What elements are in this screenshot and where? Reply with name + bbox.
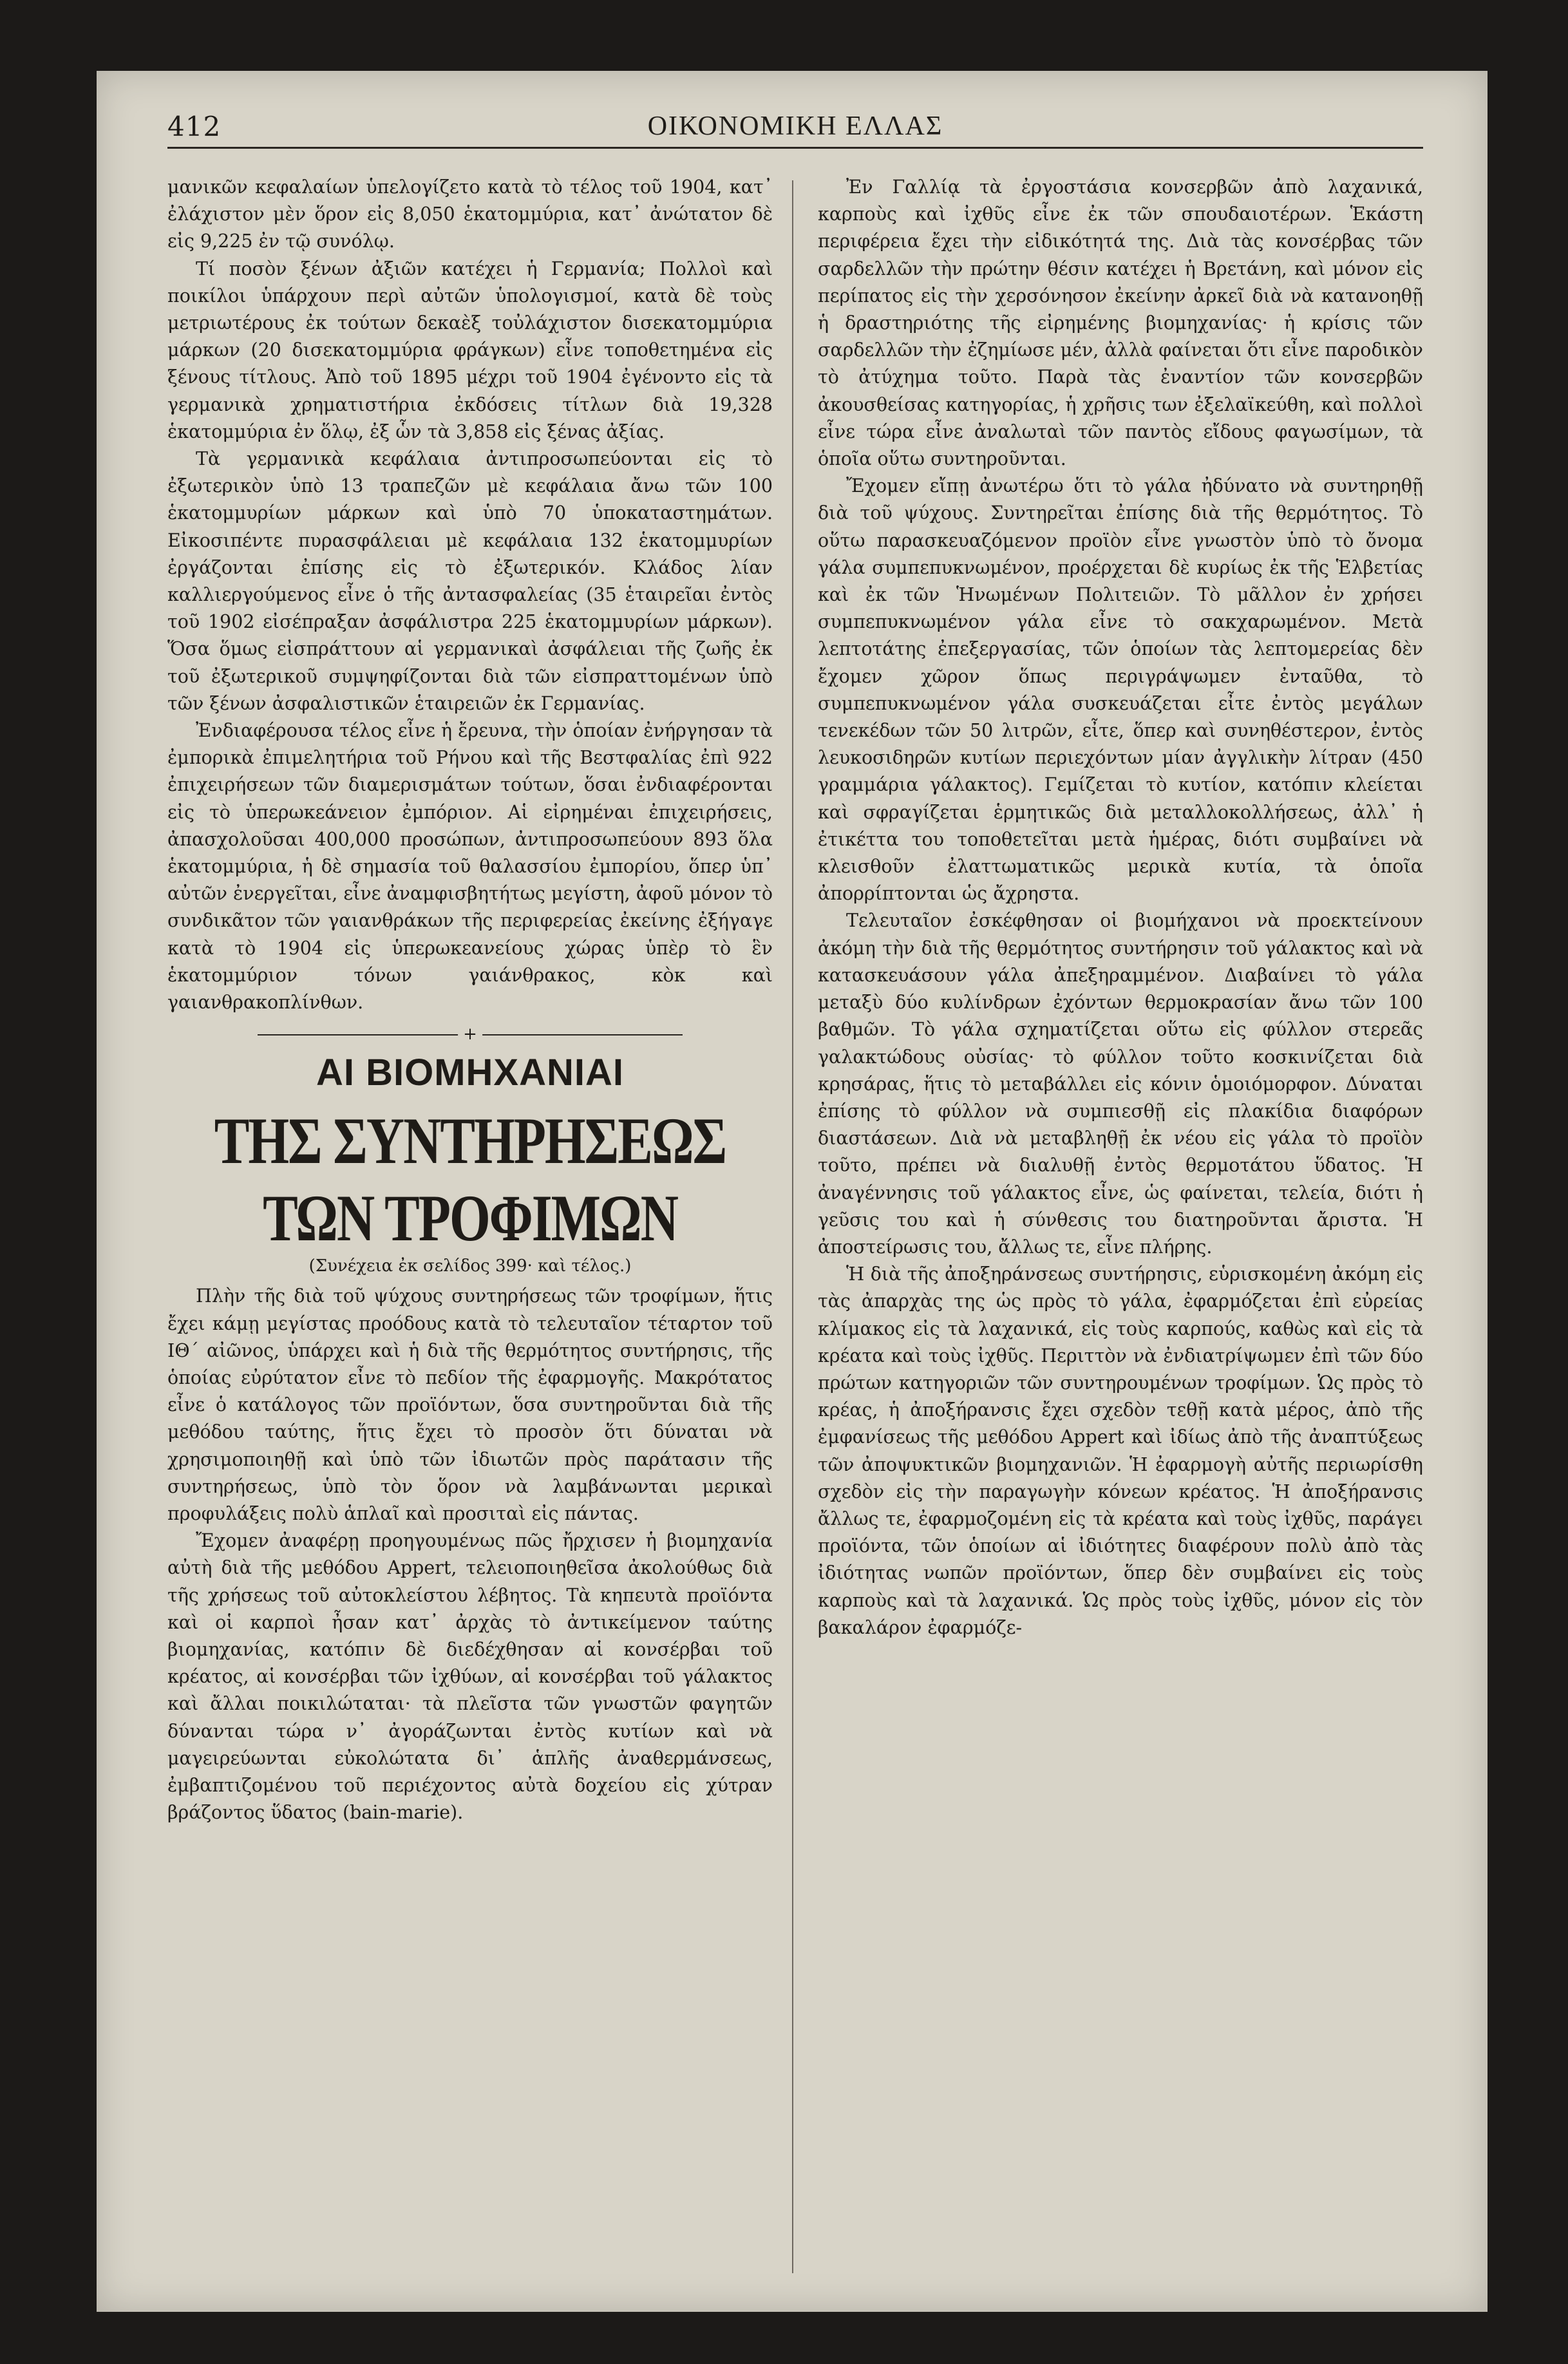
column-divider (792, 180, 793, 2273)
paragraph: Ἔχομεν ἀναφέρῃ προηγουμένως πῶς ἤρχισεν ἡ βιομηχανία αὐτὴ διὰ τῆς μεθόδου Appert, τελειοποιηθεῖσα ἀκολούθως διὰ τῆς χρήσεως τοῦ αὐτοκλείστου λέβητος. Τὰ κηπευτὰ προϊόντα καὶ οἱ καρποὶ ἦσαν κατ᾽ ἀρχὰς τὸ ἀντικείμενον ταύτης βιομηχανίας, κατόπιν δὲ διεδέχθησαν αἱ κονσέρβαι τοῦ κρέατος, αἱ κονσέρβαι τῶν ἰχθύων, αἱ κονσέρβαι τοῦ γάλακτος καὶ ἄλλαι ποικιλώταται· τὰ πλεῖστα τῶν γνωστῶν φαγητῶν δύνανται τώρα ν᾽ ἀγοράζωνται ἐντὸς κυτίων καὶ νὰ μαγειρεύωνται εὐκολώτατα δι᾽ ἁπλῆς ἀναθερμάνσεως, ἐμβαπτιζομένου τοῦ περιέχοντος αὐτὰ δοχείου εἰς χύτραν βράζοντος ὕδατος (bain-marie). (167, 1530, 773, 1824)
paragraph: Πλὴν τῆς διὰ τοῦ ψύχους συντηρήσεως τῶν τροφίμων, ἥτις ἔχει κάμῃ μεγίστας προόδους κατὰ τὸ τελευταῖον τέταρτον τοῦ ΙΘ´ αἰῶνος, ὑπάρχει καὶ ἡ διὰ τῆς θερμότητος συντήρησις, τῆς ὁποίας εὐρύτατον εἶνε τὸ πεδίον τῆς ἐφαρμογῆς. Μακρότατος εἶνε ὁ κατάλογος τῶν προϊόντων, ὅσα συντηροῦνται διὰ τῆς μεθόδου ταύτης, ἥτις ἔχει τὸ προσὸν ὅτι δύναται νὰ χρησιμοποιηθῇ καὶ ὑπὸ τῶν ἰδιωτῶν πρὸς παράτασιν τῆς συντηρήσεως, ὑπὸ τὸν ὅρον νὰ λαμβάνωνται μερικαὶ προφυλάξεις πολὺ ἁπλαῖ καὶ προσιταὶ εἰς πάντας. (167, 1285, 773, 1524)
continuation-note: (Συνέχεια ἐκ σελίδος 399· καὶ τέλος.) (308, 1256, 632, 1276)
journal-page (97, 71, 1488, 2312)
page-header (167, 97, 1423, 174)
left-column (167, 174, 773, 2273)
paragraph: μανικῶν κεφαλαίων ὑπελογίζετο κατὰ τὸ τέλος τοῦ 1904, κατ᾽ ἐλάχιστον μὲν ὅρον εἰς 8,050 ἑκατομμύρια, κατ᾽ ἀνώτατον δὲ εἰς 9,225 ἐν τῷ συνόλῳ. (167, 176, 773, 252)
paragraph: Ἐν Γαλλίᾳ τὰ ἐργοστάσια κονσερβῶν ἀπὸ λαχανικά, καρποὺς καὶ ἰχθῦς εἶνε ἐκ τῶν σπουδαιοτέρων. Ἑκάστη περιφέρεια ἔχει τὴν εἰδικότητά της. Διὰ τὰς κονσέρβας τῶν σαρδελλῶν τὴν πρώτην θέσιν κατέχει ἡ Βρετάνη, καὶ μόνον εἰς περίπατος εἰς τὴν χερσόνησον ἐκείνην ἀρκεῖ διὰ νὰ κατανοηθῇ ἡ δραστηριότης τῆς εἰρημένης βιομηχανίας· ἡ κρίσις τῶν σαρδελλῶν τὴν ἐζημίωσε μέν, ἀλλὰ φαίνεται ὅτι εἶνε παροδικὸν τὸ ἀτύχημα τοῦτο. Παρὰ τὰς ἐναντίον τῶν κονσερβῶν ἀκουσθείσας κατηγορίας, ἡ χρῆσις των ἐξελαϊκεύθη, καὶ πολλοὶ εἶνε τώρα εἶνε ἀναλωταὶ τῶν παντὸς εἴδους φαγωσίμων, τὰ ὁποῖα οὕτω συντηροῦνται. (818, 176, 1423, 470)
section-separator (167, 1021, 773, 1047)
paragraph: Τελευταῖον ἐσκέφθησαν οἱ βιομήχανοι νὰ προεκτείνουν ἀκόμη τὴν διὰ τῆς θερμότητος συντήρησιν τοῦ γάλακτος καὶ νὰ κατασκευάσουν γάλα ἀπεξηραμμένον. Διαβαίνει τὸ γάλα μεταξὺ δύο κυλίνδρων ἐχόντων θερμοκρασίαν ἄνω τῶν 100 βαθμῶν. Τὸ γάλα σχηματίζεται οὕτω εἰς φύλλον στερεᾶς γαλακτώδους οὐσίας· τὸ φύλλον τοῦτο κοσκινίζεται διὰ κρησάρας, ἥτις τὸ μεταβάλλει εἰς κόνιν ὁμοιόμορφον. Δύναται ἐπίσης τὸ φύλλον νὰ συμπιεσθῇ εἰς πλακίδια διαφόρων διαστάσεων. Διὰ νὰ μεταβληθῇ ἐκ νέου εἰς γάλα τὸ προϊὸν τοῦτο, πρέπει νὰ διαλυθῇ ἐντὸς θερμοτάτου ὕδατος. Ἡ ἀναγέννησις τοῦ γάλακτος εἶνε, ὡς φαίνεται, τελεία, διότι ἡ γεῦσις του καὶ ἡ σύνθεσις του διατηροῦνται ἄριστα. Ἡ ἀποστείρωσις του, ἄλλως τε, εἶνε πλήρης. (818, 910, 1423, 1258)
article-headline: ΑΙ ΒΙΟΜΗΧΑΝΙΑΙ (316, 1052, 624, 1094)
paragraph: Ἐνδιαφέρουσα τέλος εἶνε ἡ ἔρευνα, τὴν ὁποίαν ἐνήργησαν τὰ ἐμπορικὰ ἐπιμελητήρια τοῦ Ρήνου καὶ τῆς Βεστφαλίας ἐπὶ 922 ἐπιχειρήσεων τῶν διαμερισμάτων τούτων, ὅσαι ἐνδιαφέρονται εἰς τὸ ὑπερωκεάνειον ἐμπόριον. Αἱ εἰρημέναι ἐπιχειρήσεις, ἀπασχολοῦσαι 400,000 προσώπων, ἀντιπροσωπεύουν 893 ὅλα ἑκατομμύρια, ἡ δὲ σημασία τοῦ θαλασσίου ἐμπορίου, ὅπερ ὑπ᾽ αὐτῶν ἐνεργεῖται, εἶνε ἀναμφισβητήτως μεγίστη, ἀφοῦ μόνον τὸ συνδικᾶτον τῶν γαιανθράκων τῆς περιφερείας ἐκείνης ἐξήγαγε κατὰ τὸ 1904 εἰς ὑπερωκεανείους χώρας ὑπὲρ τὸ ἓν ἑκατομμύριον τόνων γαιάνθρακος, κὸκ καὶ γαιανθρακοπλίνθων. (167, 720, 773, 1014)
paragraph: Τί ποσὸν ξένων ἀξιῶν κατέχει ἡ Γερμανία; Πολλοὶ καὶ ποικίλοι ὑπάρχουν περὶ αὐτῶν ὑπολογισμοί, κατὰ δὲ τοὺς μετριωτέρους ἐκ τούτων δεκαὲξ τοὐλάχιστον δισεκατομμύρια μάρκων (20 δισεκατομμύρια φράγκων) εἶνε τοποθετημένα εἰς ξένους τίτλους. Ἀπὸ τοῦ 1895 μέχρι τοῦ 1904 ἐγένοντο εἰς τὰ γερμανικὰ χρηματιστήρια ἐκδόσεις τίτλων διὰ 19,328 ἑκατομμύρια ἐν ὅλῳ, ἐξ ὧν τὰ 3,858 εἰς ξένας ἀξίας. (167, 258, 773, 442)
right-column (818, 174, 1423, 2273)
paragraph: Ἔχομεν εἴπῃ ἀνωτέρω ὅτι τὸ γάλα ἠδύνατο νὰ συντηρηθῇ διὰ τοῦ ψύχους. Συντηρεῖται ἐπίσης διὰ τῆς θερμότητος. Τὸ οὕτω παρασκευαζόμενον προϊὸν εἶνε γνωστὸν ὑπὸ τὸ ὄνομα γάλα συμπεπυκνωμένον, προέρχεται δὲ κυρίως ἐκ τῆς Ἑλβετίας καὶ ἐκ τῶν Ἡνωμένων Πολιτειῶν. Τὸ μᾶλλον ἐν χρήσει συμπεπυκνωμένον γάλα εἶνε τὸ σακχαρωμένον. Μετὰ λεπτοτάτης ἐπεξεργασίας, τῶν ὁποίων τὰς λεπτομερείας δὲν ἔχομεν χῶρον ὅπως περιγράψωμεν ἐνταῦθα, τὸ συμπεπυκνωμένον γάλα συσκευάζεται εἶτε ἐντὸς μεγάλων τενεκέδων τῶν 50 λιτρῶν, εἶτε, ὅπερ καὶ συνηθέστερον, ἐντὸς λευκοσιδηρῶν κυτίων περιεχόντων μίαν ἀγγλικὴν λίτραν (450 γραμμάρια γάλακτος). Γεμίζεται τὸ κυτίον, κατόπιν κλείεται καὶ σφραγίζεται ἑρμητικῶς διὰ μεταλλοκολλήσεως, ἀλλ᾽ ἡ ἐτικέττα του τοποθετεῖται μετὰ ἡμέρας, διότι συμβαίνει νὰ κλεισθοῦν ἐλαττωματικῶς μερικὰ κυτία, τὰ ὁποῖα ἀπορρίπτονται ὡς ἄχρηστα. (818, 475, 1423, 905)
paragraph: Τὰ γερμανικὰ κεφάλαια ἀντιπροσωπεύονται εἰς τὸ ἐξωτερικὸν ὑπὸ 13 τραπεζῶν μὲ κεφάλαια ἄνω τῶν 100 ἑκατομμυρίων μάρκων καὶ ὑπὸ 70 ὑποκαταστημάτων. Εἰκοσιπέντε πυρασφάλειαι μὲ κεφάλαια 132 ἑκατομμυρίων ἐργάζονται ἐπίσης εἰς τὸ ἐξωτερικόν. Κλάδος λίαν καλλιεργούμενος εἶνε ὁ τῆς ἀντασφαλείας (35 ἑταιρεῖαι ἐντὸς τοῦ 1902 εἰσέπραξαν ἀσφάλιστρα 225 ἑκατομμυρίων μάρκων). Ὅσα ὅμως εἰσπράττουν αἱ γερμανικαὶ ἀσφάλειαι τῆς ζωῆς ἐκ τοῦ ἐξωτερικοῦ συμψηφίζονται διὰ τῶν εἰσπραττομένων ὑπὸ τῶν ξένων ἀσφαλιστικῶν ἑταιρειῶν ἐκ Γερμανίας. (167, 448, 773, 714)
page-number: 412 (167, 111, 222, 142)
separator-mark: + (458, 1025, 482, 1043)
running-title: ΟΙΚΟΝΟΜΙΚΗ ΕΛΛΑΣ (647, 111, 943, 141)
paragraph: Ἡ διὰ τῆς ἀποξηράνσεως συντήρησις, εὑρισκομένη ἀκόμη εἰς τὰς ἀπαρχὰς της ὡς πρὸς τὸ γάλα, ἐφαρμόζεται ἐπὶ εὐρείας κλίμακος εἰς τὰ λαχανικά, εἰς τοὺς καρπούς, καθὼς καὶ εἰς τὰ κρέατα καὶ τοὺς ἰχθῦς. Περιττὸν νὰ ἐνδιατρίψωμεν ἐπὶ τῶν δύο πρώτων κατηγοριῶν τῶν συντηρουμένων τροφίμων. Ὡς πρὸς τὸ κρέας, ἡ ἀποξήρανσις ἔχει σχεδὸν τεθῇ κατὰ μέρος, ἀπὸ τῆς ἐμφανίσεως τῆς μεθόδου Appert καὶ ἰδίως ἀπὸ τῆς ἀναπτύξεως τῶν ἀποψυκτικῶν βιομηχανιῶν. Ἡ ἐφαρμογὴ αὐτῆς περιωρίσθη σχεδὸν εἰς τὴν παραγωγὴν κόνεων κρέατος. Ἡ ἀποξήρανσις ἄλλως τε, ἐφαρμοζομένη εἰς τὰ κρέατα καὶ τοὺς ἰχθῦς, παράγει προϊόντα, τῶν ὁποίων αἱ ἰδιότητες διαφέρουν πολὺ ἀπὸ τὰς ἰδιότητας νωπῶν προϊόντων, ὅπερ δὲν συμβαίνει εἰς τοὺς καρποὺς καὶ τὰ λαχανικά. Ὡς πρὸς τοὺς ἰχθῦς, μόνον εἰς τὸν βακαλάρον ἐφαρμόζε- (818, 1263, 1423, 1638)
article-subheadline: ΤΗΣ ΣΥΝΤΗΡΗΣΕΩΣ ΤΩΝ ΤΡΟΦΙΜΩΝ (214, 1104, 726, 1255)
header-rule (167, 147, 1423, 149)
